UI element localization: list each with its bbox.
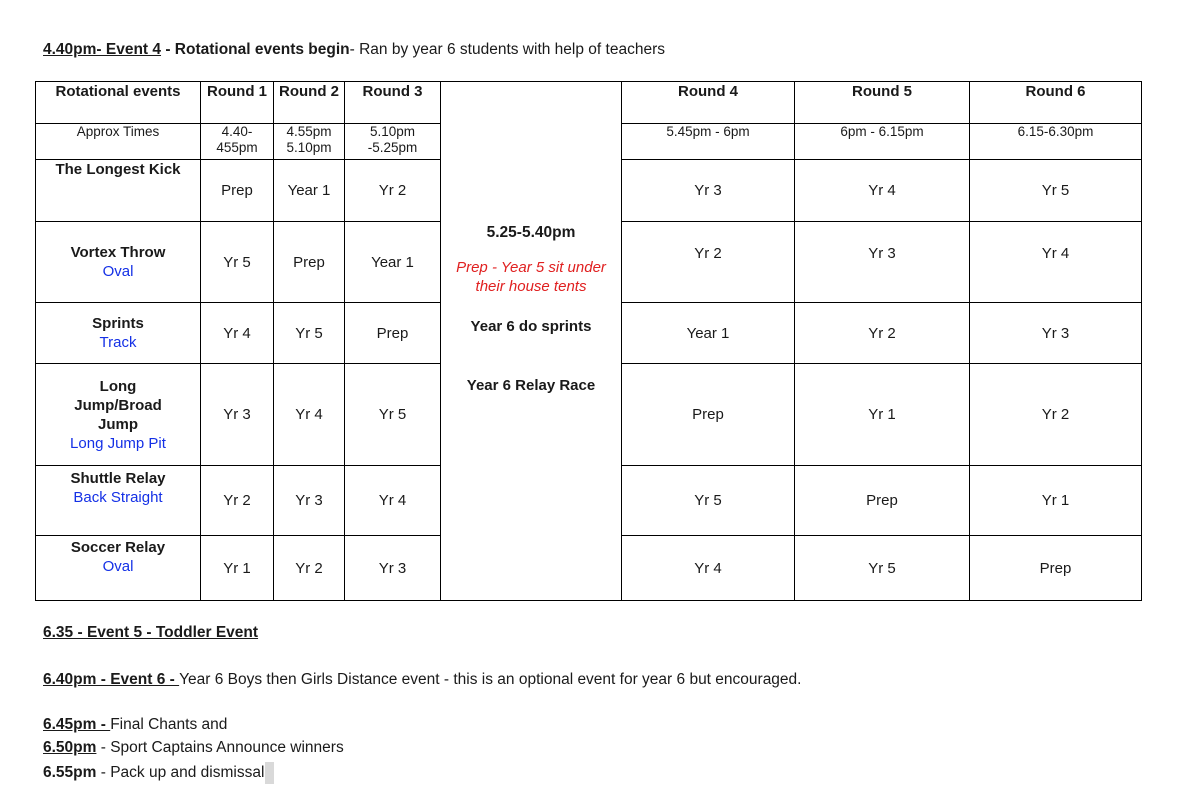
round-2-time: 4.55pm 5.10pm [274,124,345,160]
table-cell: Yr 1 [795,364,970,466]
round-6-time: 6.15-6.30pm [970,124,1142,160]
table-cell: Prep [622,364,795,466]
event-location: Track [99,334,137,351]
round-4-time: 5.45pm - 6pm [622,124,795,160]
break-note: Prep - Year 5 sit under their house tents [456,259,606,295]
intro-rest: - Ran by year 6 students with help of teachers [349,41,665,58]
chants-line [43,716,227,734]
event-location: Oval [102,558,134,575]
table-cell: Yr 4 [345,466,441,536]
table-cell: Year 1 [622,303,795,364]
round-2-header: Round 2 [274,82,345,124]
table-cell: Yr 3 [970,303,1142,364]
event-name-cell [36,160,201,222]
table-cell: Yr 4 [201,303,274,364]
event-name-cell [36,364,201,466]
table-cell: Yr 5 [201,222,274,303]
break-cell [441,82,622,601]
event-name-cell [36,303,201,364]
event-name: The Longest Kick [55,161,181,178]
table-cell: Yr 3 [274,466,345,536]
text-cursor[interactable] [265,762,274,784]
event-location: Long Jump Pit [70,434,166,452]
event-name: Long Jump/Broad Jump [74,377,162,433]
round-1-time: 4.40-455pm [201,124,274,160]
table-cell: Year 1 [345,222,441,303]
round-5-header: Round 5 [795,82,970,124]
round-5-time: 6pm - 6.15pm [795,124,970,160]
event-location: Oval [102,263,134,280]
event-location: Back Straight [73,489,163,506]
event-name-cell [36,466,201,536]
round-1-header: Round 1 [201,82,274,124]
table-cell: Yr 1 [201,536,274,601]
table-cell: Yr 2 [201,466,274,536]
table-cell: Yr 4 [622,536,795,601]
event5-line: 6.35 - Event 5 - Toddler Event [43,624,259,641]
dismissal-line [43,762,274,784]
chants-time: 6.45pm - [43,716,111,733]
break-relay: Year 6 Relay Race [466,377,596,394]
table-cell: Yr 3 [201,364,274,466]
table-cell: Prep [795,466,970,536]
table-cell: Yr 2 [345,160,441,222]
event6-line [43,671,801,689]
break-sprints: Year 6 do sprints [470,318,592,335]
winners-line [43,739,344,757]
table-cell: Yr 1 [970,466,1142,536]
corner-header: Rotational events [36,82,201,124]
event-name: Shuttle Relay [70,470,166,487]
header-row [36,82,1142,124]
intro-time-event: 4.40pm- Event 4 [43,41,162,58]
table-cell: Yr 5 [970,160,1142,222]
table-cell: Prep [274,222,345,303]
table-cell: Yr 3 [622,160,795,222]
event-name: Vortex Throw [70,244,166,261]
table-cell: Yr 4 [274,364,345,466]
pack-time: 6.55pm [43,764,97,782]
intro-heading [43,41,665,59]
rotation-table [35,81,1142,601]
table-cell: Yr 4 [970,222,1142,303]
winners-text: - Sport Captains Announce winners [96,739,344,756]
table-cell: Yr 3 [345,536,441,601]
table-cell: Year 1 [274,160,345,222]
table-cell: Yr 5 [622,466,795,536]
table-cell: Yr 2 [970,364,1142,466]
event-name: Soccer Relay [70,539,166,556]
table-cell: Yr 2 [795,303,970,364]
event6-label: 6.40pm - Event 6 - [43,671,180,688]
table-cell: Yr 2 [622,222,795,303]
table-cell: Yr 5 [795,536,970,601]
table-cell: Yr 5 [274,303,345,364]
intro-title: - Rotational events begin [161,41,350,58]
winners-time: 6.50pm [43,739,97,756]
times-label: Approx Times [36,124,201,160]
break-time: 5.25-5.40pm [486,224,576,241]
pack-text: - Pack up and dismissal [96,764,265,782]
round-6-header: Round 6 [970,82,1142,124]
event-name-cell [36,222,201,303]
round-4-header: Round 4 [622,82,795,124]
round-3-header: Round 3 [345,82,441,124]
round-3-time: 5.10pm -5.25pm [345,124,441,160]
table-cell: Prep [201,160,274,222]
table-cell: Yr 4 [795,160,970,222]
event-name-cell [36,536,201,601]
table-cell: Yr 3 [795,222,970,303]
table-cell: Yr 2 [274,536,345,601]
table-cell: Prep [345,303,441,364]
table-cell: Yr 5 [345,364,441,466]
table-cell: Prep [970,536,1142,601]
event-name: Sprints [92,315,144,332]
event6-text: Year 6 Boys then Girls Distance event - this is an optional event for year 6 but encouraged. [179,671,802,688]
chants-text: Final Chants and [110,716,228,733]
